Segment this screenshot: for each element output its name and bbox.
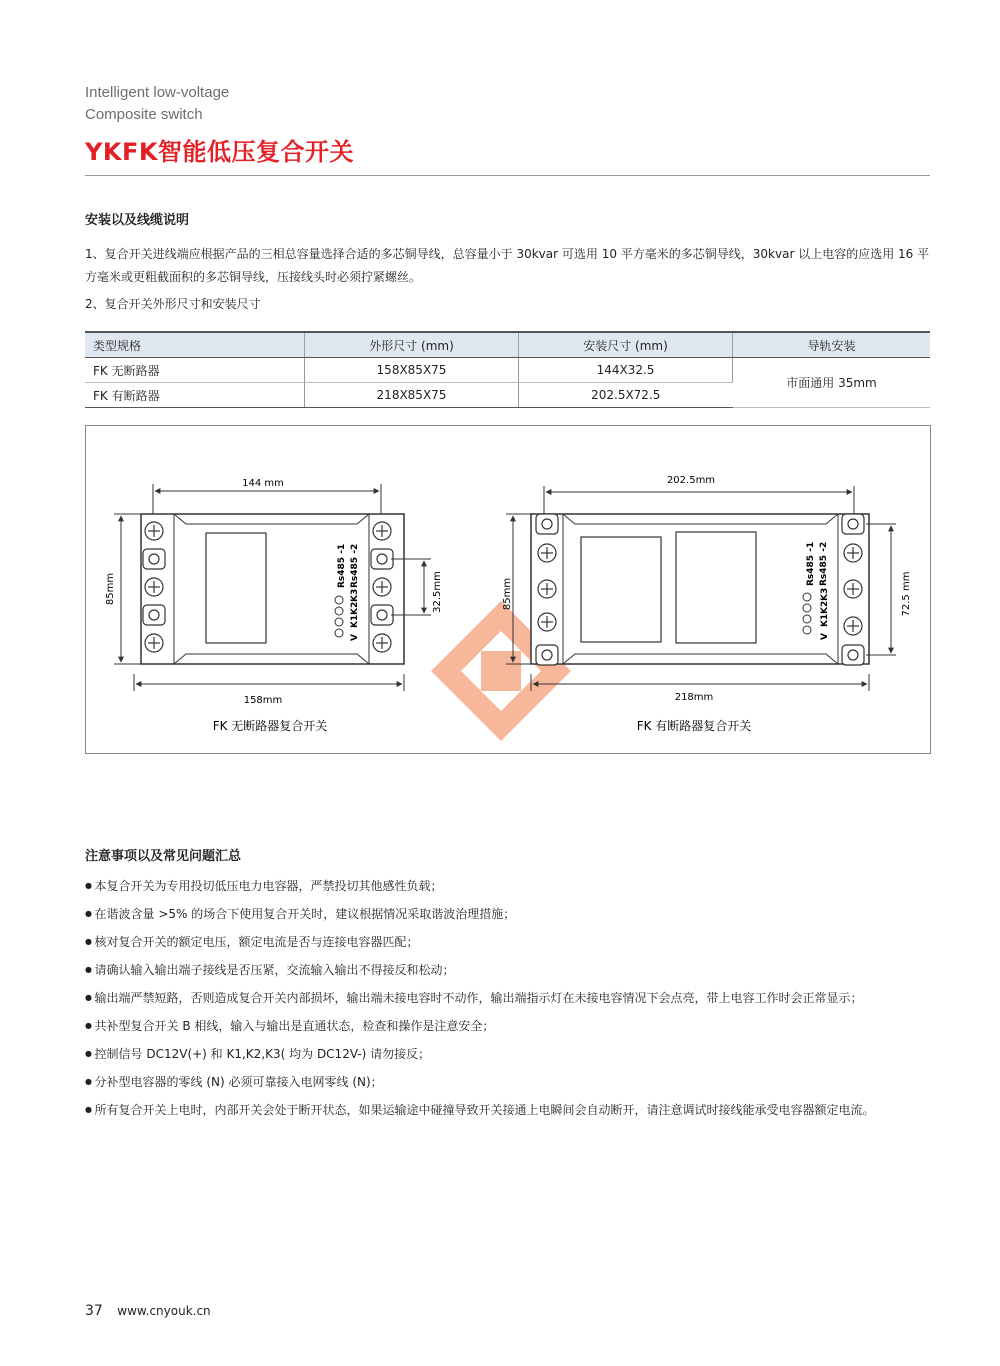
- dimension-diagram: [85, 425, 931, 754]
- list-item: ● 本复合开关为专用投切低压电力电容器，严禁投切其他感性负载；: [85, 877, 945, 905]
- terminal-label-k2: K2: [350, 601, 360, 615]
- title-divider: [85, 175, 930, 176]
- list-item: ● 控制信号 DC12V(+) 和 K1,K2,K3( 均为 DC12V-) 请勿接反；: [85, 1045, 945, 1073]
- footer-url: www.cnyouk.cn: [117, 1304, 211, 1318]
- diagram-svg: [86, 426, 930, 753]
- col-header: 导轨安装: [733, 332, 931, 358]
- list-item: ● 共补型复合开关 B 相线，输入与输出是直通状态，检查和操作是注意安全；: [85, 1017, 945, 1045]
- table-header-row: [85, 332, 930, 358]
- notes-heading: 注意事项以及常见问题汇总: [85, 849, 242, 864]
- page-number: 37: [85, 1303, 103, 1319]
- col-header: 安装尺寸 (mm): [519, 332, 733, 358]
- list-item: ● 分补型电容器的零线 (N) 必须可靠接入电网零线 (N)；: [85, 1073, 945, 1101]
- terminal-label-k2: K2: [820, 600, 830, 614]
- terminal-label-rs485-2: Rs485 -2: [819, 541, 829, 586]
- terminal-label-v: V: [350, 634, 360, 641]
- table-cell: FK 有断路器: [85, 383, 305, 408]
- dim-width-top: 144 mm: [242, 478, 284, 489]
- table-cell: 144X32.5: [519, 358, 733, 383]
- dim-width-top: 202.5mm: [666, 475, 716, 486]
- terminal-label-rs485-1: Rs485 -1: [806, 541, 816, 586]
- terminal-label-v: V: [820, 633, 830, 640]
- dim-height-right: 72.5 mm: [901, 571, 912, 617]
- spec-table: [85, 331, 930, 408]
- terminal-label-rs485-2: Rs485 -2: [350, 543, 360, 588]
- page-title: YKFK智能低压复合开关: [85, 138, 354, 166]
- table-cell: FK 无断路器: [85, 358, 305, 383]
- list-item: ● 输出端严禁短路，否则造成复合开关内部损坏，输出端未接电容时不动作，输出端指示灯在未接电容情况下会点亮，带上电容工作时会正常显示；: [85, 989, 945, 1017]
- dim-height-right: 32.5mm: [432, 571, 443, 613]
- list-item: ● 在谐波含量 >5% 的场合下使用复合开关时，建议根据情况采取谐波治理措施；: [85, 905, 945, 933]
- dim-width-bottom: 218mm: [674, 692, 714, 703]
- install-para-1: 1、复合开关进线端应根据产品的三相总容量选择合适的多芯铜导线，总容量小于 30kvar 可选用 10 平方毫米的多芯铜导线，30kvar 以上电容的应选用 16 平方毫米或更粗截面积的多芯铜导线，压接线头时必须拧紧螺丝。: [85, 247, 930, 284]
- table-cell-rail: 市面通用 35mm: [733, 358, 931, 408]
- install-heading: 安装以及线缆说明: [85, 213, 190, 228]
- subtitle-en-line1: Intelligent low-voltage: [85, 84, 230, 101]
- dim-height-left: 85mm: [105, 572, 116, 606]
- device-with-breaker: [502, 475, 912, 733]
- list-item: ● 请确认输入输出端子接线是否压紧，交流输入输出不得接反和松动；: [85, 961, 945, 989]
- dim-height-left: 85mm: [502, 577, 513, 611]
- table-cell: 218X85X75: [305, 383, 519, 408]
- notes-list: [85, 877, 945, 1129]
- terminal-label-k3: K3: [820, 587, 830, 601]
- terminal-label-k3: K3: [350, 588, 360, 602]
- terminal-label-k1: K1: [350, 614, 360, 628]
- install-para-2: 2、复合开关外形尺寸和安装尺寸: [85, 297, 261, 311]
- list-item: ● 核对复合开关的额定电压，额定电流是否与连接电容器匹配；: [85, 933, 945, 961]
- page-footer: [85, 1303, 211, 1319]
- table-row: [85, 358, 930, 383]
- caption-no-breaker: FK 无断路器复合开关: [212, 719, 328, 733]
- dim-width-bottom: 158mm: [243, 695, 283, 706]
- table-cell: 202.5X72.5: [519, 383, 733, 408]
- table-cell: 158X85X75: [305, 358, 519, 383]
- col-header: 类型规格: [85, 332, 305, 358]
- terminal-label-rs485-1: Rs485 -1: [337, 543, 347, 588]
- col-header: 外形尺寸 (mm): [305, 332, 519, 358]
- terminal-label-k1: K1: [820, 613, 830, 627]
- caption-with-breaker: FK 有断路器复合开关: [636, 719, 752, 733]
- list-item: ● 所有复合开关上电时，内部开关会处于断开状态，如果运输途中碰撞导致开关接通上电瞬间会自动断开，请注意调试时接线能承受电容器额定电流。: [85, 1101, 945, 1129]
- subtitle-en-line2: Composite switch: [85, 106, 203, 123]
- device-no-breaker: [105, 478, 443, 733]
